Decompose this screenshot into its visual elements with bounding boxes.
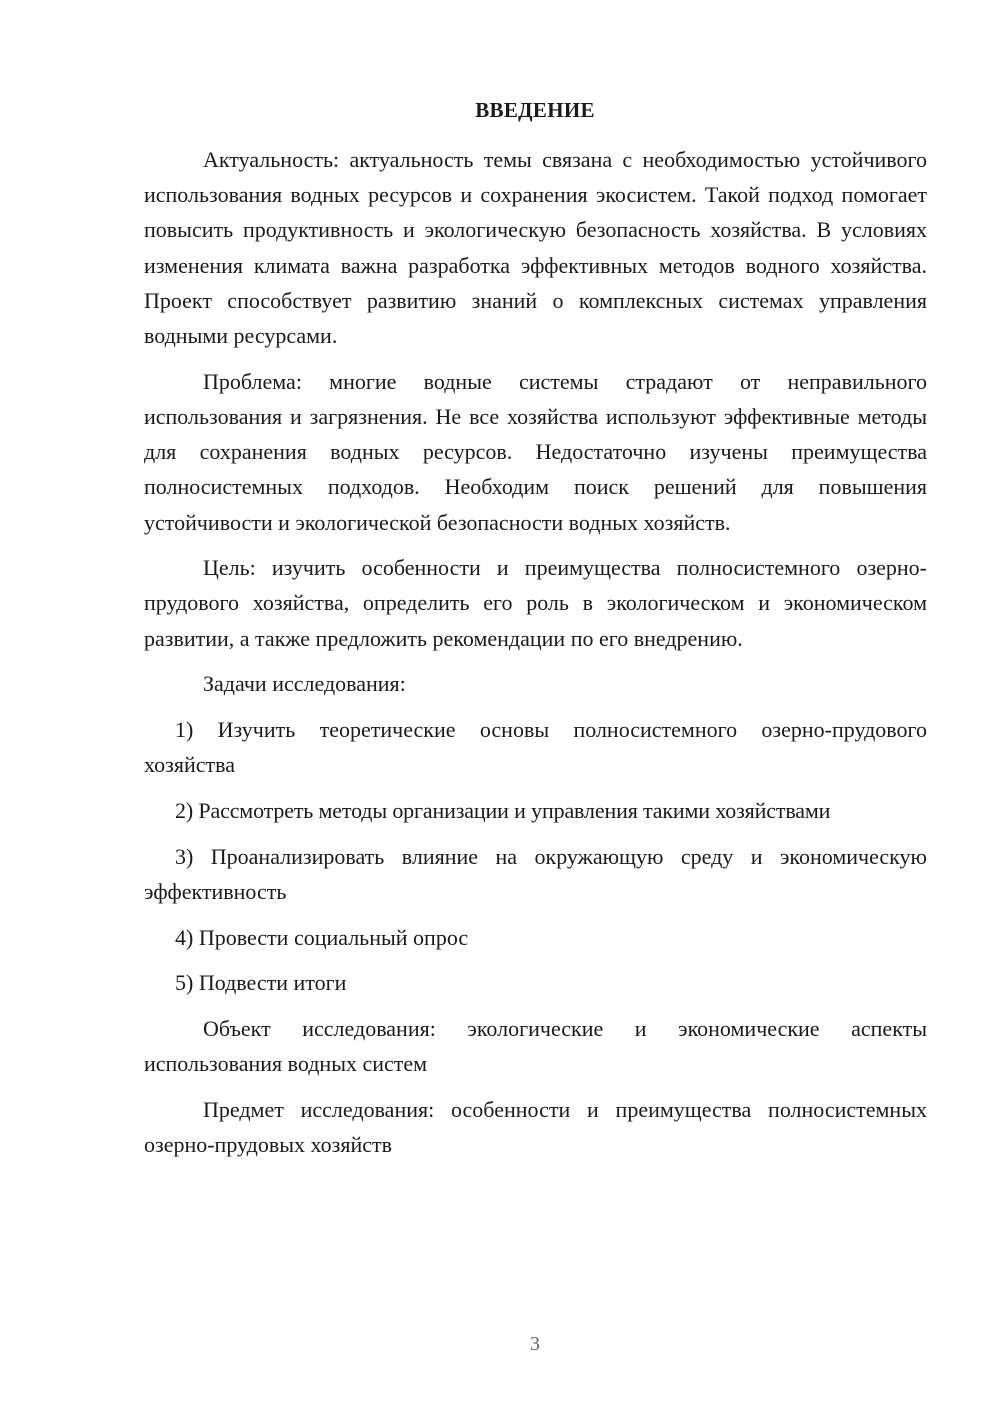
task-item-3: 3) Проанализировать влияние на окружающую среду и экономическую эффективность <box>144 843 927 904</box>
task-item-4: 4) Провести социальный опрос <box>175 924 469 950</box>
page-number: 3 <box>530 1333 540 1355</box>
paragraph-object: Объект исследования: экологические и экономические аспекты использования водных систем <box>144 1015 927 1077</box>
page-title: ВВЕДЕНИЕ <box>475 98 595 122</box>
task-item-5: 5) Подвести итоги <box>175 970 347 996</box>
paragraph-relevance: Актуальность: актуальность темы связана с необходимостью устойчивого использования водных ресурсов и сохранения экосистем. Такой подход помогает повысить продуктивность и экологическую безопасность хозяйства. В условиях изменения климата важна разработка эффективных методов водного хозяйства. Проект способствует развитию знаний о комплексных системах управления водными ресурсами. <box>144 147 927 349</box>
paragraph-tasks-heading: Задачи исследования: <box>203 671 406 697</box>
paragraph-subject: Предмет исследования: особенности и преимущества полносистемных озерно-прудовых хозяйств <box>144 1096 927 1158</box>
task-item-2: 2) Рассмотреть методы организации и управления такими хозяйствами <box>175 797 831 823</box>
task-item-1: 1) Изучить теоретические основы полносистемного озерно-прудового хозяйства <box>144 717 927 778</box>
paragraph-problem: Проблема: многие водные системы страдают от неправильного использования и загрязнения. Не все хозяйства используют эффективные методы для сохранения водных ресурсов. Недостаточно изучены преимущества полносистемных подходов. Необходим поиск решений для повышения устойчивости и экологической безопасности водных хозяйств. <box>144 368 927 535</box>
paragraph-goal: Цель: изучить особенности и преимущества полносистемного озерно-прудового хозяйства, определить его роль в экологическом и экономическом развитии, а также предложить рекомендации по его внедрению. <box>144 555 927 651</box>
document-body <box>144 142 927 1162</box>
